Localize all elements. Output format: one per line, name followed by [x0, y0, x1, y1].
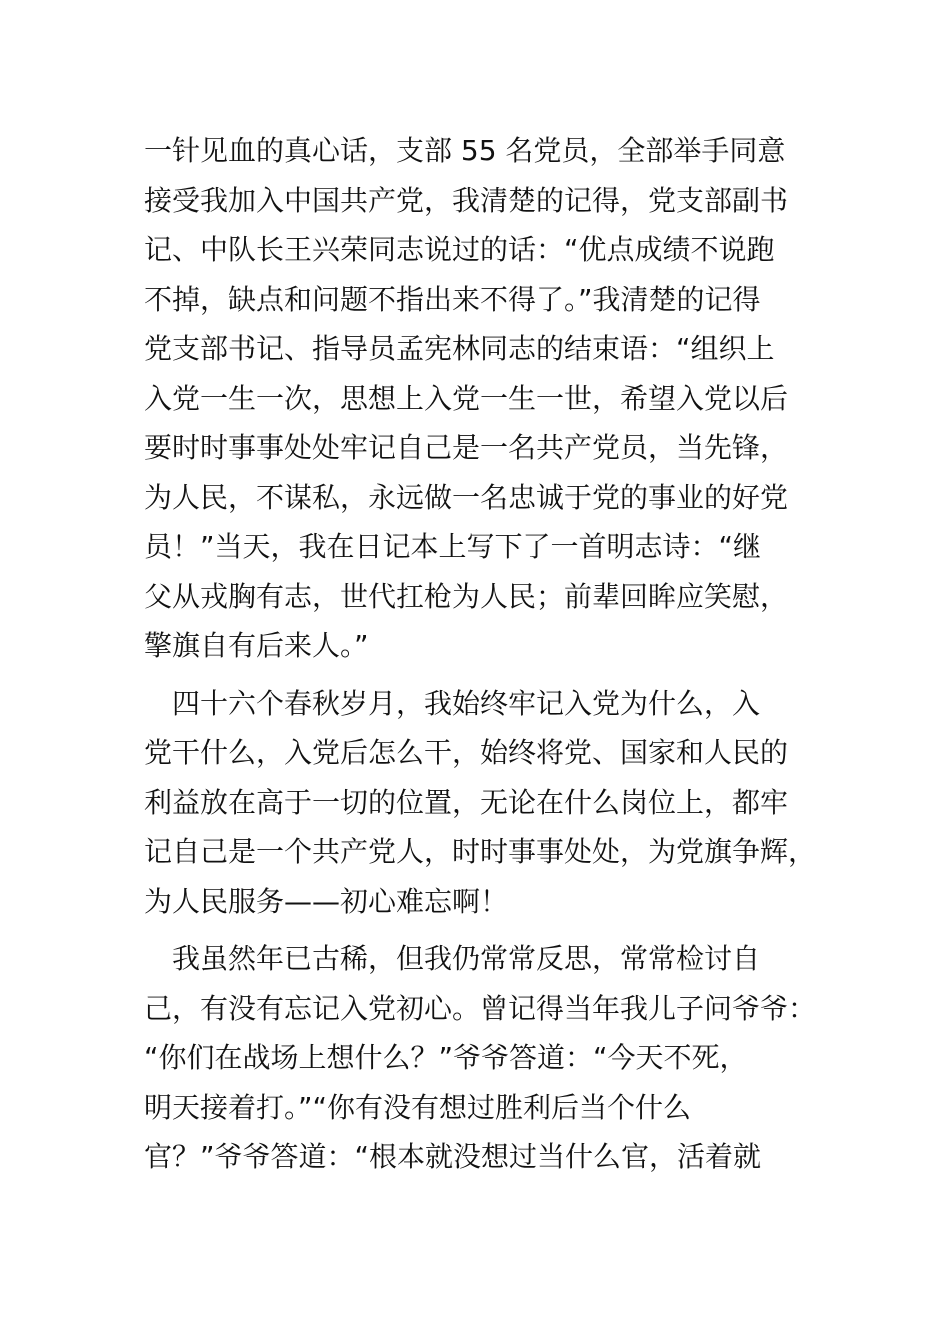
- document-body: [144, 126, 824, 1182]
- text-line: 接受我加入中国共产党，我清楚的记得，党支部副书: [144, 183, 789, 217]
- text-line: 四十六个春秋岁月，我始终牢记入党为什么，入: [144, 686, 761, 720]
- text-line: 不掉，缺点和问题不指出来不得了。”我清楚的记得: [144, 282, 761, 316]
- text-line: 入党一生一次，思想上入党一生一世，希望入党以后: [144, 381, 789, 415]
- text-line: 我虽然年已古稀，但我仍常常反思，常常检讨自: [144, 942, 761, 975]
- text-line: 党干什么，入党后怎么干，始终将党、国家和人民的: [144, 736, 789, 769]
- text-line: 利益放在高于一切的位置，无论在什么岗位上，都牢: [144, 785, 789, 819]
- text-line: 擎旗自有后来人。”: [144, 629, 369, 662]
- paragraph-3: [144, 934, 824, 1182]
- text-line: 党支部书记、指导员孟宪林同志的结束语：“组织上: [144, 332, 775, 365]
- text-line: 为人民，不谋私，永远做一名忠诚于党的事业的好党: [144, 480, 789, 514]
- text-line: “你们在战场上想什么？”爷爷答道：“今天不死，: [144, 1041, 748, 1074]
- text-line: 父从戎胸有志，世代扛枪为人民；前辈回眸应笑慰，: [144, 579, 789, 613]
- text-line: 要时时事事处处牢记自己是一名共产党员，当先锋，: [144, 431, 789, 464]
- text-line: 官？”爷爷答道：“根本就没想过当什么官，活着就: [144, 1140, 762, 1173]
- text-line: 员！”当天，我在日记本上写下了一首明志诗：“继: [144, 530, 762, 563]
- paragraph-2: [144, 679, 824, 927]
- paragraph-1: [144, 126, 824, 671]
- text-line: 记自己是一个共产党人，时时事事处处，为党旗争辉，: [144, 835, 817, 868]
- text-line: 记、中队长王兴荣同志说过的话：“优点成绩不说跑: [144, 233, 775, 266]
- text-line: 明天接着打。”“你有没有想过胜利后当个什么: [144, 1090, 692, 1124]
- text-line: 为人民服务——初心难忘啊！: [144, 884, 509, 918]
- text-line: 一针见血的真心话，支部 55 名党员，全部举手同意: [144, 134, 786, 167]
- text-line: 己，有没有忘记入党初心。曾记得当年我儿子问爷爷：: [144, 991, 817, 1025]
